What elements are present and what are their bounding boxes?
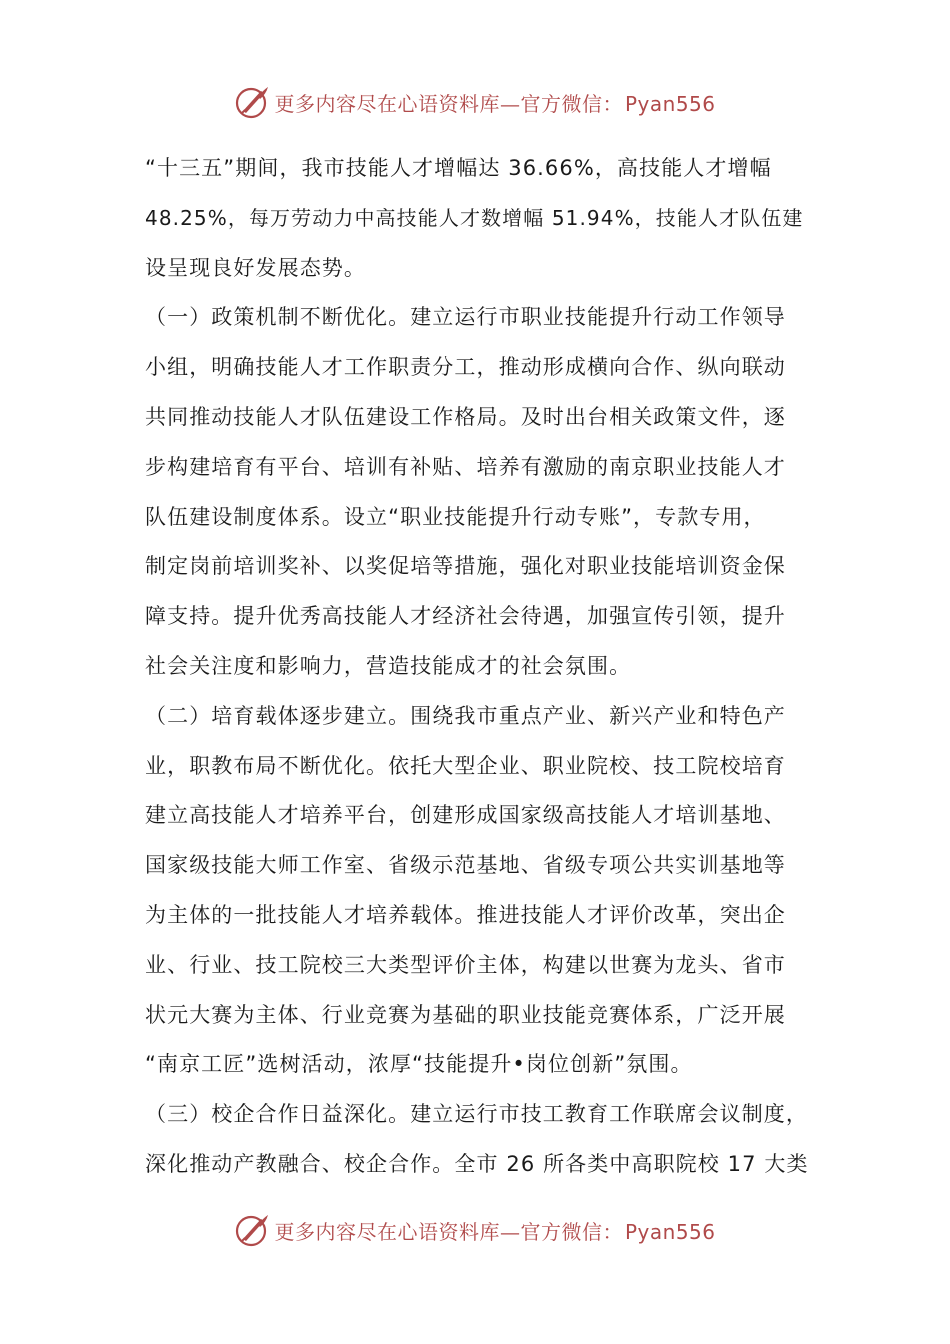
text-line: 国家级技能大师工作室、省级示范基地、省级专项公共实训基地等: [145, 853, 786, 878]
quill-logo-icon: [234, 1212, 270, 1248]
paragraph-training-carriers: [145, 692, 810, 1090]
text-line: 业、行业、技工院校三大类型评价主体，构建以世赛为龙头、省市: [145, 952, 786, 977]
text-line: 共同推动技能人才队伍建设工作格局。及时出台相关政策文件，逐: [145, 404, 786, 429]
text-line: 为主体的一批技能人才培养载体。推进技能人才评价改革，突出企: [145, 902, 786, 927]
text-line: “南京工匠”选树活动，浓厚“技能提升•岗位创新”氛围。: [145, 1052, 693, 1077]
text-line: 障支持。提升优秀高技能人才经济社会待遇，加强宣传引领，提升: [145, 604, 786, 629]
text-line: 制定岗前培训奖补、以奖促培等措施，强化对职业技能培训资金保: [145, 554, 786, 579]
paragraph-policy-mechanism: [145, 293, 810, 691]
watermark-account: Pyan556: [624, 1219, 716, 1244]
text-line: 建立高技能人才培养平台，创建形成国家级高技能人才培训基地、: [145, 803, 786, 828]
text-line: “十三五”期间，我市技能人才增幅达 36.66%，高技能人才增幅: [145, 156, 772, 180]
text-line: 深化推动产教融合、校企合作。全市 26 所各类中高职院校 17 大类: [145, 1151, 809, 1176]
paragraph-intro: [145, 144, 810, 293]
footer-watermark: [0, 1210, 950, 1250]
text-line: 设呈现良好发展态势。: [145, 255, 366, 280]
text-line: 小组，明确技能人才工作职责分工，推动形成横向合作、纵向联动: [145, 355, 786, 380]
text-line: （二）培育载体逐步建立。围绕我市重点产业、新兴产业和特色产: [145, 703, 786, 728]
text-line: 48.25%，每万劳动力中高技能人才数增幅 51.94%，技能人才队伍建: [145, 205, 804, 230]
paragraph-school-enterprise: [145, 1090, 810, 1190]
text-line: （三）校企合作日益深化。建立运行市技工教育工作联席会议制度，: [145, 1102, 808, 1127]
text-line: 社会关注度和影响力，营造技能成才的社会氛围。: [145, 653, 632, 678]
watermark-site-text: 更多内容尽在心语资料库—官方微信：: [274, 91, 623, 116]
watermark-site-text: 更多内容尽在心语资料库—官方微信：: [274, 1219, 623, 1244]
watermark-text: [274, 1216, 715, 1245]
text-line: 业，职教布局不断优化。依托大型企业、职业院校、技工院校培育: [145, 753, 786, 778]
quill-logo-icon: [234, 84, 270, 120]
text-line: 状元大赛为主体、行业竞赛为基础的职业技能竞赛体系，广泛开展: [145, 1002, 786, 1027]
header-watermark: [0, 82, 950, 122]
watermark-account: Pyan556: [624, 91, 716, 116]
document-body: [145, 144, 810, 1190]
text-line: 步构建培育有平台、培训有补贴、培养有激励的南京职业技能人才: [145, 454, 786, 479]
text-line: 队伍建设制度体系。设立“职业技能提升行动专账”，专款专用，: [145, 504, 766, 529]
text-line: （一）政策机制不断优化。建立运行市职业技能提升行动工作领导: [145, 305, 786, 330]
watermark-text: [274, 88, 715, 117]
